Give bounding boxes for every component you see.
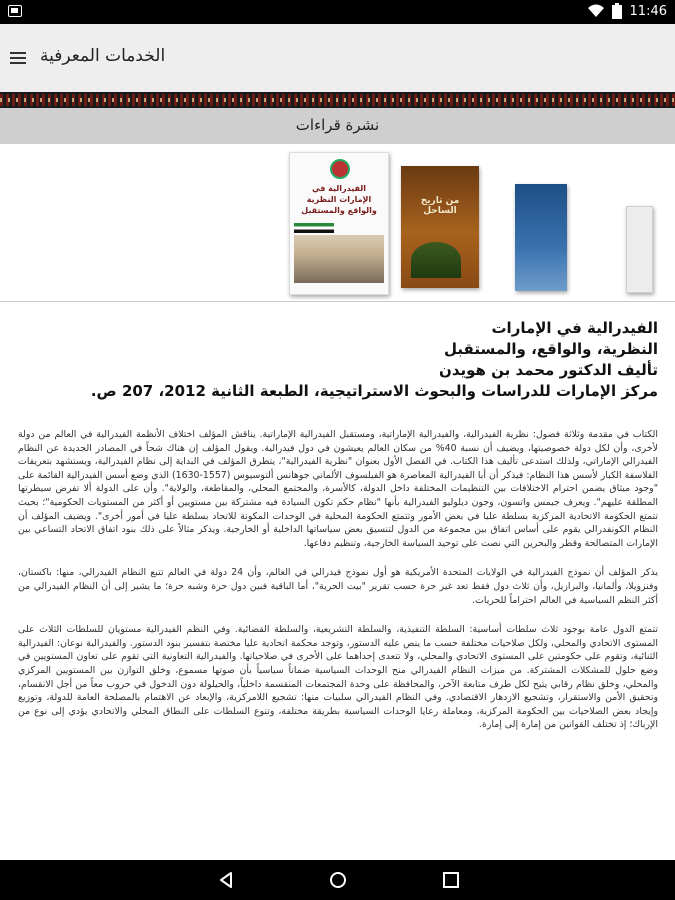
emblem-icon (330, 159, 350, 179)
article-heading (18, 318, 658, 402)
article-paragraph: يذكر المؤلف أن نموذج الفيدرالية في الولايات المتحدة الأمريكية هو أول نموذج فيدرالي في العالم، وأن 24 دولة في العالم تتبع النظام الفيدرالي، منها: باكستان، وفنزويلا، وألمانيا، والبرازيل، وأن ثلاث دول فقط تعد غير حرة حسب تقرير "بيت الحرية"، أما الباقية فبين دول حرة وشبه حرة؛ ما يشير إلى أن النظام الفيدرالي من أكثر النظم السياسية في العالم احتراماً للحريات. (18, 567, 658, 606)
notification-icon (8, 5, 22, 17)
book-publisher: مركز الإمارات للدراسات والبحوث الاستراتيجية، الطبعة الثانية 2012، 207 ص. (90, 382, 658, 400)
decorative-border (0, 92, 675, 108)
app-bar (0, 24, 675, 92)
book-cover-4[interactable] (626, 206, 653, 293)
book-cover-featured[interactable] (289, 152, 389, 295)
cover-photo (294, 235, 384, 283)
section-header (0, 108, 675, 144)
book-cover-title: الفيدرالية في الإمارات النظرية والواقع والمستقبل (301, 184, 377, 215)
battery-icon (612, 3, 622, 19)
app-title: الخدمات المعرفية (40, 46, 166, 66)
article-paragraph: الكتاب في مقدمة وثلاثة فصول: نظرية الفيدرالية، والفيدرالية الإماراتية، ومستقبل الفيدرالية الإماراتية. يناقش المؤلف اختلاف الأنظمة الفيدرالية في العالم من دولة لأخرى، وأن لكل دولة خصوصيتها، ويضيف أن نسبة 40% من سكان العالم يعيشون في دول فيدرالية. ويقول المؤلف إن هناك شحاً في المصادر الجديدة عن النظام الفيدرالي الإماراتي، ولذلك استدعى تأليف هذا الكتاب. في الفصل الأول بعنوان "نظرية الفيدرالية"، يتطرق المؤلف في البداية إلى نظام الفيدرالية، ويستشهد بتعريفات الفلاسفة الكبار لأسس هذا النظام: فيذكر أن أبا الفيدرالية المعاصرة هو الفيلسوف الألماني جوهانس ألتوسيوس (1557-1630) الذي وضع أسس الفيدرالية القائمة على "وجود ميثاق يضمن احترام الاختلافات بين التنظيمات المختلفة داخل الدولة، كالأسرة، والمجتمع المحلي، والمقاطعة، والولاية". وأن على الدولة ألا تفرض سيطرتها المطلقة عليهم". ويعرف جيمس واتسون، وجون ديلوليو الفيدرالية بأنها "نظام حكم تكون السيادة فيه مشتركة بين مستويين أو أكثر من المستويات الحكومية"؛ بحيث تتمتع الحكومة الاتحادية المركزية بسلطة عليا في بعض الأمور وتتمتع الحكومة المحلية في الوحدات المكونة للاتحاد بسلطة عليا في أمور أخرى". ويضيف المؤلف أن النظام الكونفدرالي يقوم على أساس اتفاق بين مجموعة من الدول لتنسيق بعض سياساتها الداخلية أو الخارجية. ويذكر مثالاً على ذلك بنود اتفاق الاتحاد التساعي بين الإمارات المتصالحة وقطر والبحرين التي نصت على توحيد السياسة الخارجية، وتنظيم دفاعها. (18, 429, 658, 549)
book-subtitle: النظرية، والواقع، والمستقبل (444, 340, 658, 358)
book-cover-3[interactable] (515, 184, 567, 291)
book-carousel[interactable] (0, 144, 675, 302)
article (18, 318, 658, 732)
flag-graphic (294, 223, 334, 233)
wifi-icon (588, 4, 604, 18)
clock: 11:46 (629, 3, 667, 19)
home-icon[interactable] (328, 870, 348, 890)
article-paragraph: تتمتع الدول عامة بوجود ثلاث سلطات أساسية: السلطة التنفيذية، والسلطة التشريعية، والسلطة القضائية. وفي النظم الفيدرالية مستويان للسلطات الثلاث على المستوى الاتحادي والمحلي، ولكل صلاحيات مختلفة حسب ما ينص عليه الدستور، وتوجد محكمة اتحادية عليا مختصة بتفسير بنود الدستور. والفيدرالية نوعان: الفيدرالية الثنائية، وتقوم على حكومتين على المستوى الاتحادي والمحلي، ولا تتعدى إحداهما على الأخرى في صلاحياتها. والفيدرالية التعاونية التي تقوم على تعاون المستويين في وضع حلول للمشكلات المشتركة. من ميزات النظام الفيدرالي منح الوحدات السياسية ضماناً سياسياً بأن صوتها مسموع، وخلق التوازن بين المستويين المركزي والمحلي، وخلق نظام رقابي يتيح لكل طرف متابعة الآخر، والمحافظة على وحدة المجتمعات المنقسمة داخلياً، والحيلولة دون الدخول في حروب معاً من أجل الانقسام، وتحقيق الأمن والاستقرار، وتشجيع الازدهار الاقتصادي. وفي النظام الفيدرالي سلبيات منها: تشجيع اللامركزية، والإبعاد عن الاهتمام بالمصلحة العامة للدولة، وتوزيع وإيجاد بعض الصلاحيات بين الحكومة المركزية، ومعاملة رعايا الوحدات السياسية بطريقة مختلفة، وتنوع السلطات على النطاق المحلي والاتحادي يؤدي إلى نوع من الإرباك؛ إذ تختلف القوانين من إمارة إلى إمارة. (18, 624, 658, 731)
recent-apps-icon[interactable] (441, 870, 461, 890)
palm-graphic (411, 242, 461, 278)
book-cover-title-2: من تاريخ الساحل (420, 196, 460, 216)
book-title: الفيدرالية في الإمارات (491, 319, 658, 337)
back-icon[interactable] (216, 870, 236, 890)
status-bar (0, 0, 675, 24)
navigation-bar (0, 860, 675, 900)
section-title: نشرة قراءات (295, 116, 380, 134)
status-icons (588, 3, 667, 19)
book-cover-2[interactable] (401, 166, 479, 288)
book-author: تأليف الدكتور محمد بن هويدن (439, 361, 658, 379)
menu-icon[interactable] (10, 52, 26, 64)
